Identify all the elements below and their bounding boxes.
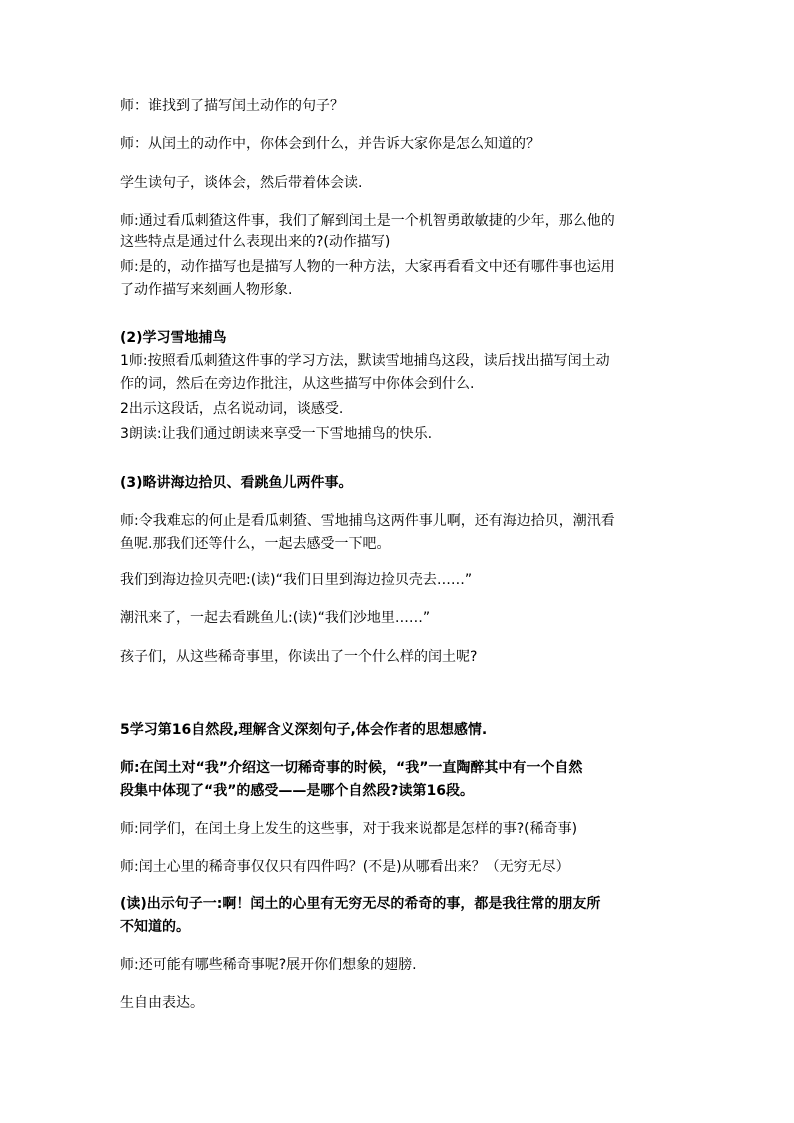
- paragraph-action-description-l1: 师:是的，动作描写也是描写人物的一种方法，大家再看看文中还有哪件事也运用: [120, 259, 615, 275]
- section-heading-seaside: (3)略讲海边拾贝、看跳鱼儿两件事。: [120, 475, 353, 491]
- paragraph-jumping-fish: 潮汛来了，一起去看跳鱼儿:(读)“我们沙地里……”: [120, 610, 431, 626]
- paragraph-free-expression: 生自由表达。: [120, 995, 204, 1011]
- paragraph-students-read: 学生读句子，谈体会，然后带着体会读.: [120, 175, 363, 191]
- paragraph-sentence-one-l1: (读)出示句子一:啊！闰土的心里有无穷无尽的希奇的事，都是我往常的朋友所: [120, 896, 601, 912]
- section-heading-snow-birds: (2)学习雪地捕鸟: [120, 330, 227, 346]
- paragraph-teacher-bold-l2: 段集中体现了“我”的感受——是哪个自然段?读第16段。: [120, 783, 475, 799]
- step-2: 2出示这段话，点名说动词，谈感受.: [120, 401, 344, 417]
- paragraph-shells: 我们到海边捡贝壳吧:(读)“我们日里到海边捡贝壳去……”: [120, 572, 473, 588]
- paragraph-teacher-question-1: 师：谁找到了描写闰土动作的句子？: [120, 98, 344, 114]
- paragraph-seaside-l1: 师:令我难忘的何止是看瓜刺猹、雪地捕鸟这两件事儿啊，还有海边拾贝，潮汛看: [120, 513, 615, 529]
- paragraph-teacher-bold-l1: 师:在闰土对“我”介绍这一切稀奇事的时候，“我”一直陶醉其中有一个自然: [120, 760, 583, 776]
- paragraph-action-description-l2: 了动作描写来刻画人物形象.: [120, 282, 293, 298]
- paragraph-teacher-summary-l2: 这些特点是通过什么表现出来的?(动作描写): [120, 234, 391, 250]
- paragraph-imagine: 师:还可能有哪些稀奇事呢?展开你们想象的翅膀.: [120, 957, 417, 973]
- paragraph-teacher-question-2: 师：从闰土的动作中，你体会到什么，并告诉大家你是怎么知道的？: [120, 136, 540, 152]
- step-1-line-1: 1师:按照看瓜刺猹这件事的学习方法，默读雪地捕鸟这段，读后找出描写闰土动: [120, 353, 610, 369]
- paragraph-seaside-l2: 鱼呢.那我们还等什么，一起去感受一下吧。: [120, 536, 391, 552]
- section-heading-paragraph-16: 5学习第16自然段,理解含义深刻句子,体会作者的思想感情.: [120, 722, 488, 738]
- step-3: 3朗读:让我们通过朗读来享受一下雪地捕鸟的快乐.: [120, 426, 433, 442]
- paragraph-strange-things: 师:同学们，在闰土身上发生的这些事，对于我来说都是怎样的事?(稀奇事): [120, 821, 578, 837]
- paragraph-four-things: 师:闰土心里的稀奇事仅仅只有四件吗？(不是)从哪看出来？（无穷无尽）: [120, 859, 570, 875]
- step-1-line-2: 作的词，然后在旁边作批注，从这些描写中你体会到什么.: [120, 376, 475, 392]
- paragraph-teacher-summary-l1: 师:通过看瓜刺猹这件事，我们了解到闰土是一个机智勇敢敏捷的少年，那么他的: [120, 213, 615, 229]
- paragraph-question-runtu: 孩子们，从这些稀奇事里，你读出了一个什么样的闰土呢?: [120, 649, 478, 665]
- paragraph-sentence-one-l2: 不知道的。: [120, 919, 190, 935]
